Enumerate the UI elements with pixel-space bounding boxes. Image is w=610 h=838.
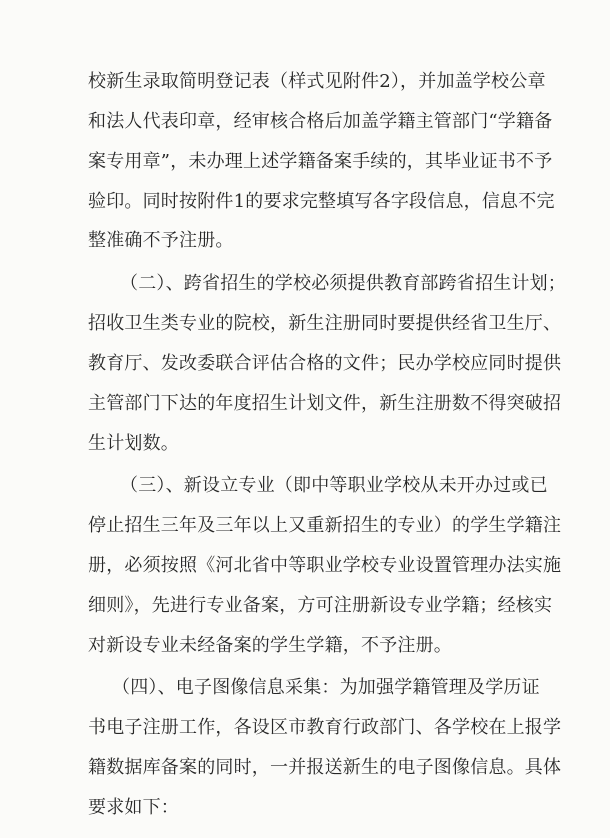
text-line: 教育厅、发改委联合评估合格的文件；民办学校应同时提供 [88, 353, 562, 374]
text-line: 生计划数。 [88, 433, 179, 454]
text-line: 招收卫生类专业的院校，新生注册同时要提供经省卫生厅、 [88, 313, 562, 334]
text-line: 停止招生三年及三年以上又重新招生的专业）的学生学籍注 [88, 515, 562, 536]
text-line: 整准确不予注册。 [88, 230, 234, 251]
text-line: 案专用章”，未办理上述学籍备案手续的，其毕业证书不予 [88, 151, 553, 172]
text-line: 验印。同时按附件1的要求完整填写各字段信息，信息不完 [88, 191, 555, 212]
section-heading-4: （四）、电子图像信息采集：为加强学籍管理及学历证 [112, 677, 540, 698]
text-line: 和法人代表印章，经审核合格后加盖学籍主管部门“学籍备 [88, 111, 553, 132]
text-line: 对新设专业未经备案的学生学籍，不予注册。 [88, 635, 452, 656]
section-heading-3: （三）、新设立专业（即中等职业学校从未开办过或已 [120, 475, 548, 496]
text-line: 主管部门下达的年度招生计划文件，新生注册数不得突破招 [88, 393, 562, 414]
text-line: 籍数据库备案的同时，一并报送新生的电子图像信息。具体 [88, 757, 562, 778]
section-heading-2: （二）、跨省招生的学校必须提供教育部跨省招生计划； [120, 273, 566, 294]
text-line: 书电子注册工作，各设区市教育行政部门、各学校在上报学 [88, 717, 562, 738]
text-line: 要求如下： [88, 797, 179, 818]
text-line: 册，必须按照《河北省中等职业学校专业设置管理办法实施 [88, 555, 562, 576]
text-line: 细则》，先进行专业备案，方可注册新设专业学籍；经核实 [88, 595, 553, 616]
text-line: 校新生录取简明登记表（样式见附件2），并加盖学校公章 [88, 71, 546, 92]
